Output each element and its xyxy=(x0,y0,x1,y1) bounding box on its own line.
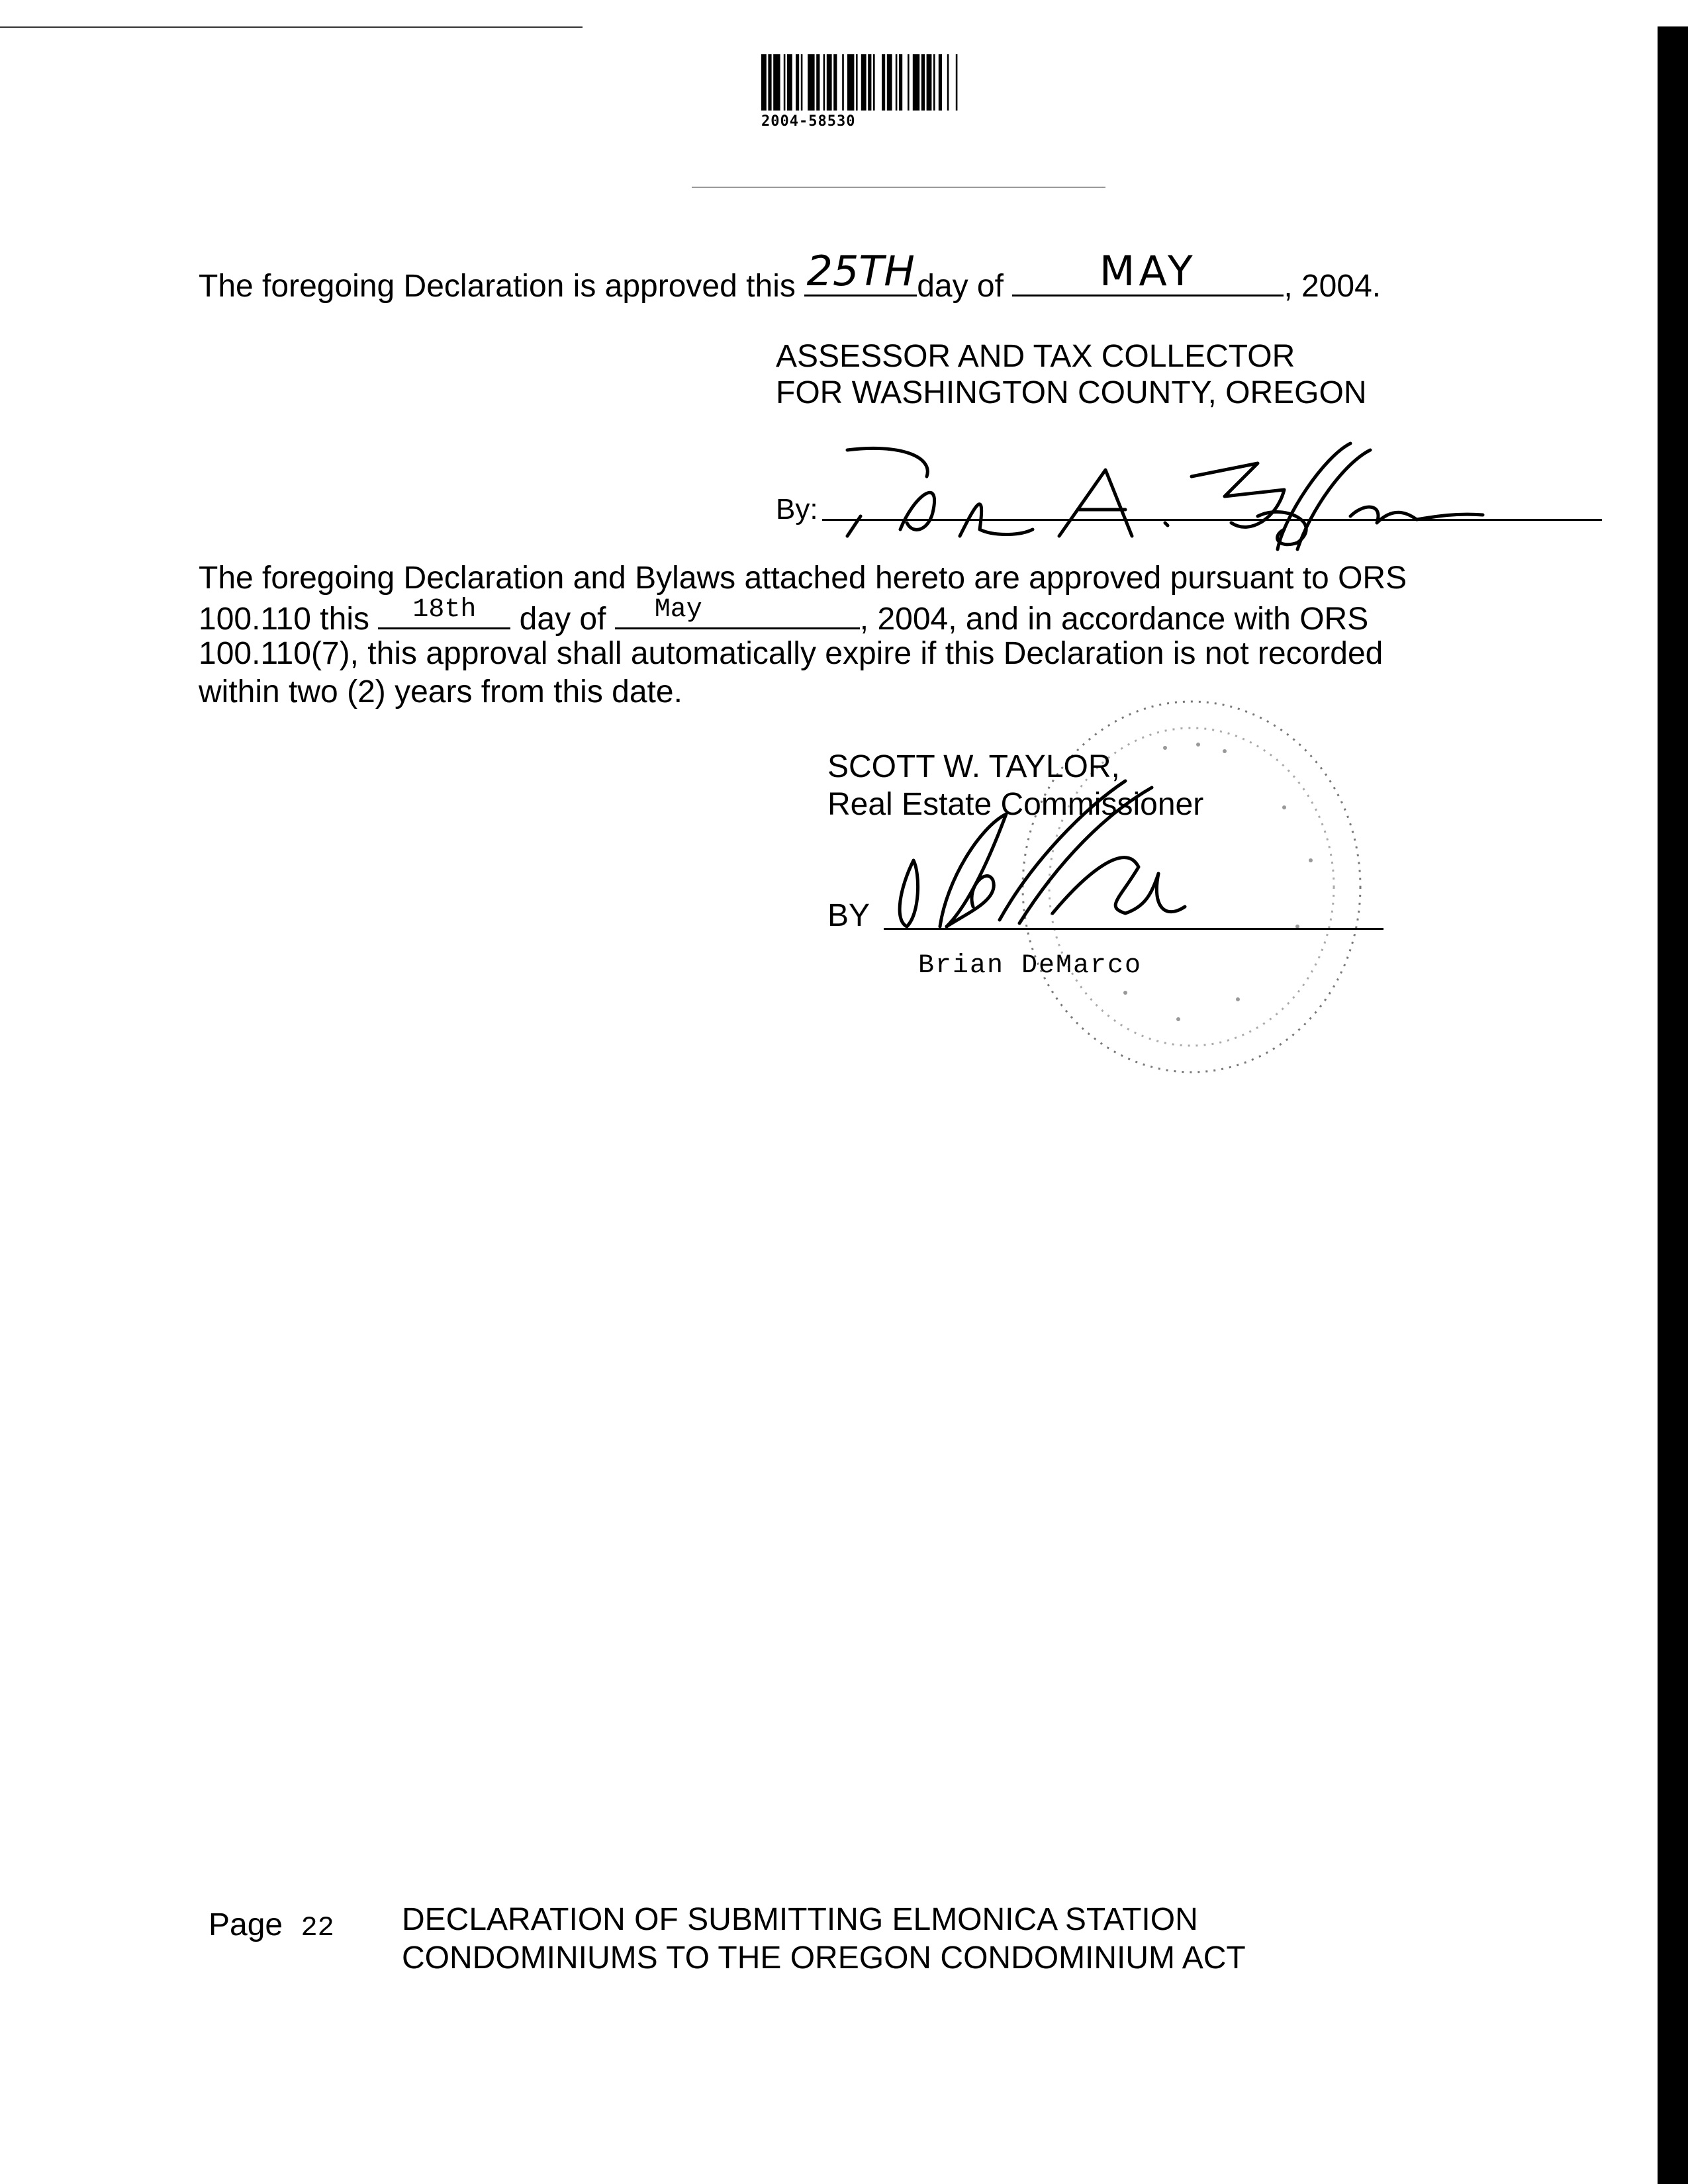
barcode-bar xyxy=(873,54,875,111)
commissioner-day-typed: 18th xyxy=(412,595,477,625)
barcode-bar xyxy=(921,54,925,111)
page-indicator xyxy=(209,1906,334,1947)
barcode-bar xyxy=(899,54,902,111)
day-of-label: day of xyxy=(917,269,1004,304)
commissioner-day-blank xyxy=(378,595,510,629)
barcode-bar xyxy=(773,54,780,111)
barcode-bar xyxy=(827,54,832,111)
page-number: 22 xyxy=(301,1912,334,1944)
day-handwritten: 25TH xyxy=(806,247,915,295)
month-blank xyxy=(1012,247,1284,296)
barcode-bar xyxy=(796,54,799,111)
barcode-bar xyxy=(939,54,942,111)
commissioner-signature xyxy=(887,761,1231,946)
commissioner-signer-typed: Brian DeMarco xyxy=(918,951,1143,981)
barcode-bar xyxy=(787,54,792,111)
barcode-bar xyxy=(956,54,958,111)
commissioner-line2-prefix: 100.110 this xyxy=(199,602,369,637)
scan-right-edge xyxy=(1658,26,1688,2184)
assessor-approval-line xyxy=(199,247,1382,304)
month-handwritten: MAY xyxy=(1099,247,1197,295)
assessor-title-1: ASSESSOR AND TAX COLLECTOR xyxy=(776,339,1295,374)
commissioner-approval-line2 xyxy=(199,595,1369,637)
barcode-bar xyxy=(882,54,885,111)
barcode-bar xyxy=(927,54,932,111)
commissioner-line2-mid: day of xyxy=(519,602,606,637)
separator-line xyxy=(692,187,1105,188)
commissioner-month-typed: May xyxy=(654,595,702,625)
document-title xyxy=(402,1901,1246,1978)
day-blank xyxy=(804,247,917,296)
commissioner-line2-suffix: , 2004, and in accordance with ORS xyxy=(859,602,1369,637)
assessor-by-label: By: xyxy=(776,493,818,525)
scan-top-edge xyxy=(0,26,583,28)
commissioner-title: Real Estate Commissioner xyxy=(827,787,1204,822)
barcode-bar xyxy=(816,54,820,111)
assessor-title-2: FOR WASHINGTON COUNTY, OREGON xyxy=(776,375,1367,410)
commissioner-approval-line4: within two (2) years from this date. xyxy=(199,674,682,709)
commissioner-by-label: BY xyxy=(827,898,870,933)
barcode-bar xyxy=(856,54,858,111)
barcode-number: 2004-58530 xyxy=(761,113,856,130)
barcode-bar xyxy=(947,54,949,111)
barcode-bar xyxy=(768,54,771,111)
document-title-line2: CONDOMINIUMS TO THE OREGON CONDOMINIUM ACT xyxy=(402,1940,1246,1976)
barcode-bar xyxy=(833,54,837,111)
assessor-signature xyxy=(821,437,1615,569)
barcode xyxy=(761,54,1056,130)
year-label: , 2004. xyxy=(1284,269,1382,304)
barcode-bar xyxy=(801,54,803,111)
barcode-bar xyxy=(887,54,892,111)
barcode-bar xyxy=(823,54,825,111)
barcode-bar xyxy=(808,54,814,111)
commissioner-name: SCOTT W. TAYLOR, xyxy=(827,749,1120,784)
assessor-approval-prefix: The foregoing Declaration is approved this xyxy=(199,269,796,304)
commissioner-approval-line3: 100.110(7), this approval shall automatically expire if this Declaration is not recorded xyxy=(199,636,1383,671)
barcode-bar xyxy=(761,54,767,111)
barcode-bar xyxy=(896,54,898,111)
barcode-bar xyxy=(933,54,935,111)
commissioner-month-blank xyxy=(615,595,860,629)
barcode-bar xyxy=(784,54,786,111)
barcode-bar xyxy=(842,54,844,111)
barcode-bar xyxy=(847,54,854,111)
document-title-line1: DECLARATION OF SUBMITTING ELMONICA STATION xyxy=(402,1902,1198,1937)
barcode-bar xyxy=(868,54,871,111)
barcode-bars xyxy=(761,54,1056,111)
barcode-bar xyxy=(908,54,910,111)
barcode-bar xyxy=(861,54,867,111)
commissioner-approval-line1: The foregoing Declaration and Bylaws attached hereto are approved pursuant to ORS xyxy=(199,561,1407,596)
page-label: Page xyxy=(209,1907,283,1942)
barcode-bar xyxy=(913,54,919,111)
